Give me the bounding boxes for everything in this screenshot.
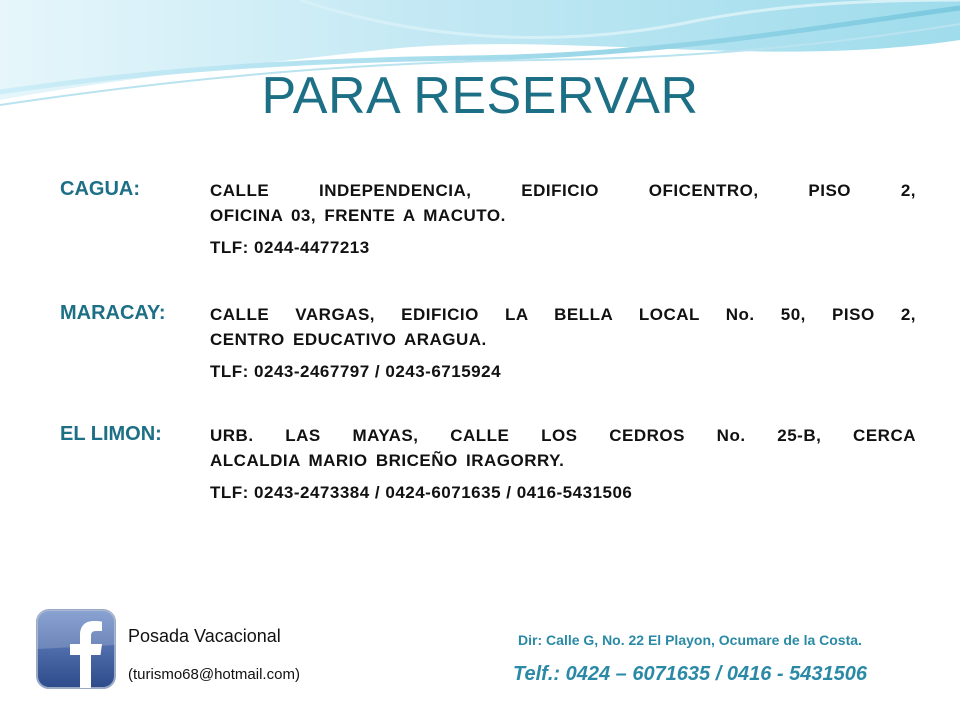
contact-email: (turismo68@hotmail.com)	[128, 666, 300, 683]
address-line: ALCALDIA MARIO BRICEÑO IRAGORRY.	[210, 451, 565, 470]
location-el-limon	[60, 423, 916, 503]
address-line: CALLE INDEPENDENCIA, EDIFICIO OFICENTRO, PISO 2,	[210, 181, 916, 200]
phone-line: TLF: 0244-4477213	[210, 238, 370, 257]
page-title: PARA RESERVAR	[261, 67, 699, 125]
footer-phone: Telf.: 0424 – 6071635 / 0416 - 5431506	[513, 663, 867, 685]
location-cagua	[60, 178, 916, 258]
phone-line: TLF: 0243-2473384 / 0424-6071635 / 0416-5431506	[210, 483, 633, 502]
footer-address: Dir: Calle G, No. 22 El Playon, Ocumare de la Costa.	[518, 632, 862, 648]
location-name: MARACAY:	[60, 302, 166, 324]
address-line: CALLE VARGAS, EDIFICIO LA BELLA LOCAL No. 50, PISO 2,	[210, 305, 916, 324]
address-line: URB. LAS MAYAS, CALLE LOS CEDROS No. 25-B, CERCA	[210, 426, 916, 445]
phone-line: TLF: 0243-2467797 / 0243-6715924	[210, 362, 502, 381]
location-name: CAGUA:	[60, 178, 140, 200]
posada-name: Posada Vacacional	[128, 626, 281, 646]
address-line: CENTRO EDUCATIVO ARAGUA.	[210, 330, 487, 349]
location-name: EL LIMON:	[60, 423, 162, 445]
facebook-icon[interactable]	[36, 609, 116, 689]
address-line: OFICINA 03, FRENTE A MACUTO.	[210, 206, 506, 225]
location-maracay	[60, 302, 916, 382]
